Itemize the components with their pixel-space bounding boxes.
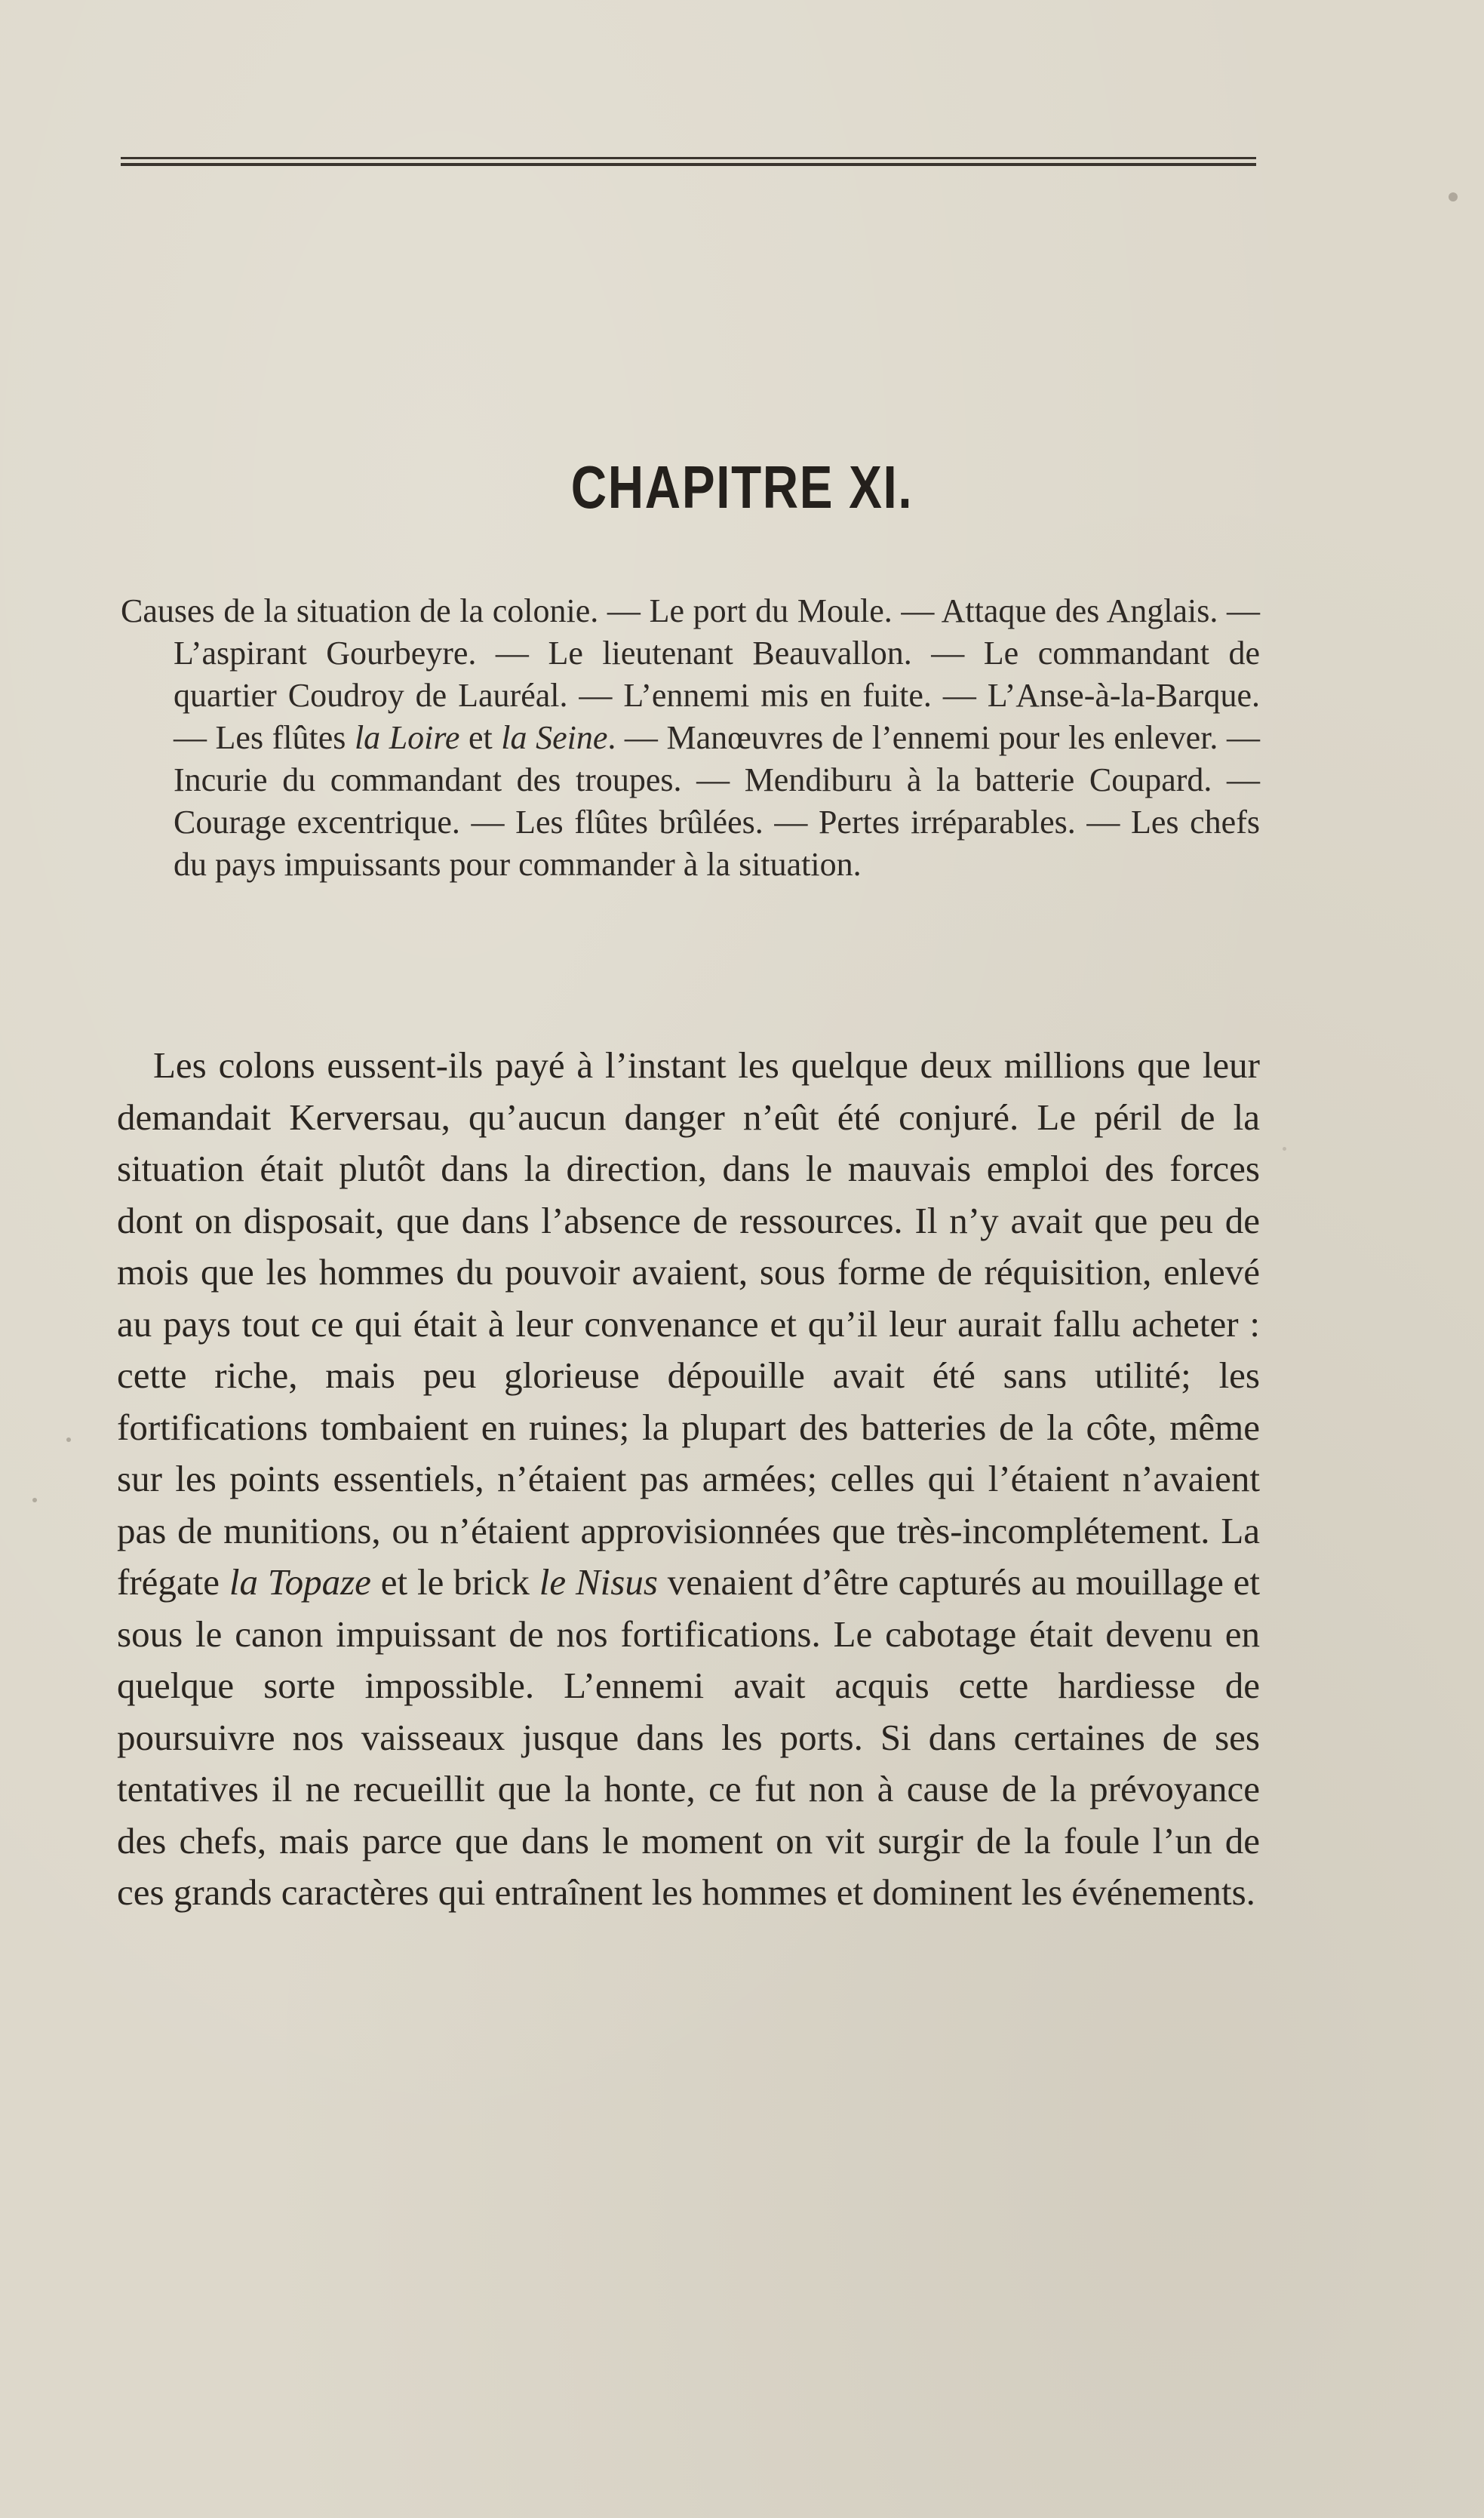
header-double-rule [121,157,1256,168]
chapter-title: CHAPITRE XI. [570,453,914,521]
body-text-run: venaient d’être capturés au mouillage et sous le canon impuissant de nos fortifications. Le cabotage était devenu en quelque sorte impossible. L’ennemi avait acquis cette hardiesse de poursuivre nos vaisseaux jusque dans les ports. Si dans certaines de ses tentatives il ne recueillit que la honte, ce fut non à cause de la prévoyance des chefs, mais parce que dans le moment on vit surgir de la foule l’un de ces grands caractères qui entraînent les hommes et dominent les événements. [117,1561,1261,1913]
rule-line-bottom [121,163,1256,166]
summary-ship-name: la Loire [354,719,460,756]
summary-text: Causes de la situation de la colonie. — Le port du Moule. — Attaque des Anglais. — L’aspirant Gourbeyre. — Le lieutenant Beauvallon. — Le commandant de quartier Coudroy de Lauréal. — L’ennemi mis en fuite. — L’Anse-à-la-Barque. — Les flûtes [121,592,1260,756]
paper-speck [1283,1147,1286,1151]
paper-speck [66,1437,71,1442]
summary-text: et [459,719,502,756]
body-text-run: Les colons eussent-ils payé à l’instant les quelque deux millions que leur demandait Kerversau, qu’aucun danger n’eût été conjuré. Le péril de la situation était plutôt dans la direction, dans le mauvais emploi des forces dont on disposait, que dans l’absence de ressources. Il n’y avait que peu de mois que les hommes du pouvoir avaient, sous forme de réquisition, enlevé au pays tout ce qui était à leur convenance et qu’il leur aurait fallu acheter : cette riche, mais peu glorieuse dépouille avait été sans utilité; les fortifications tombaient en ruines; la plupart des batteries de la côte, même sur les points essentiels, n’étaient pas armées; celles qui l’étaient n’avaient pas de munitions, ou n’étaient approvisionnées que très-incomplétement. La frégate [117,1044,1260,1603]
body-ship-name: le Nisus [539,1561,658,1603]
summary-text: . — Manœuvres de l’ennemi pour les enlever. — Incurie du commandant des troupes. — Mendiburu à la batterie Coupard. — Courage excentrique. — Les flûtes brûlées. — Pertes irréparables. — Les chefs du pays impuissants pour commander à la situation. [174,719,1260,883]
body-text [117,1040,1260,1919]
body-text-run: et le brick [370,1561,539,1603]
body-paragraph [117,1040,1260,1919]
paper-speck [32,1498,37,1502]
rule-line-top [121,157,1256,159]
summary-paragraph [121,590,1260,886]
summary-ship-name: la Seine [501,719,608,756]
chapter-summary [121,590,1260,886]
body-ship-name: la Topaze [229,1561,371,1603]
paper-speck [1449,192,1458,201]
